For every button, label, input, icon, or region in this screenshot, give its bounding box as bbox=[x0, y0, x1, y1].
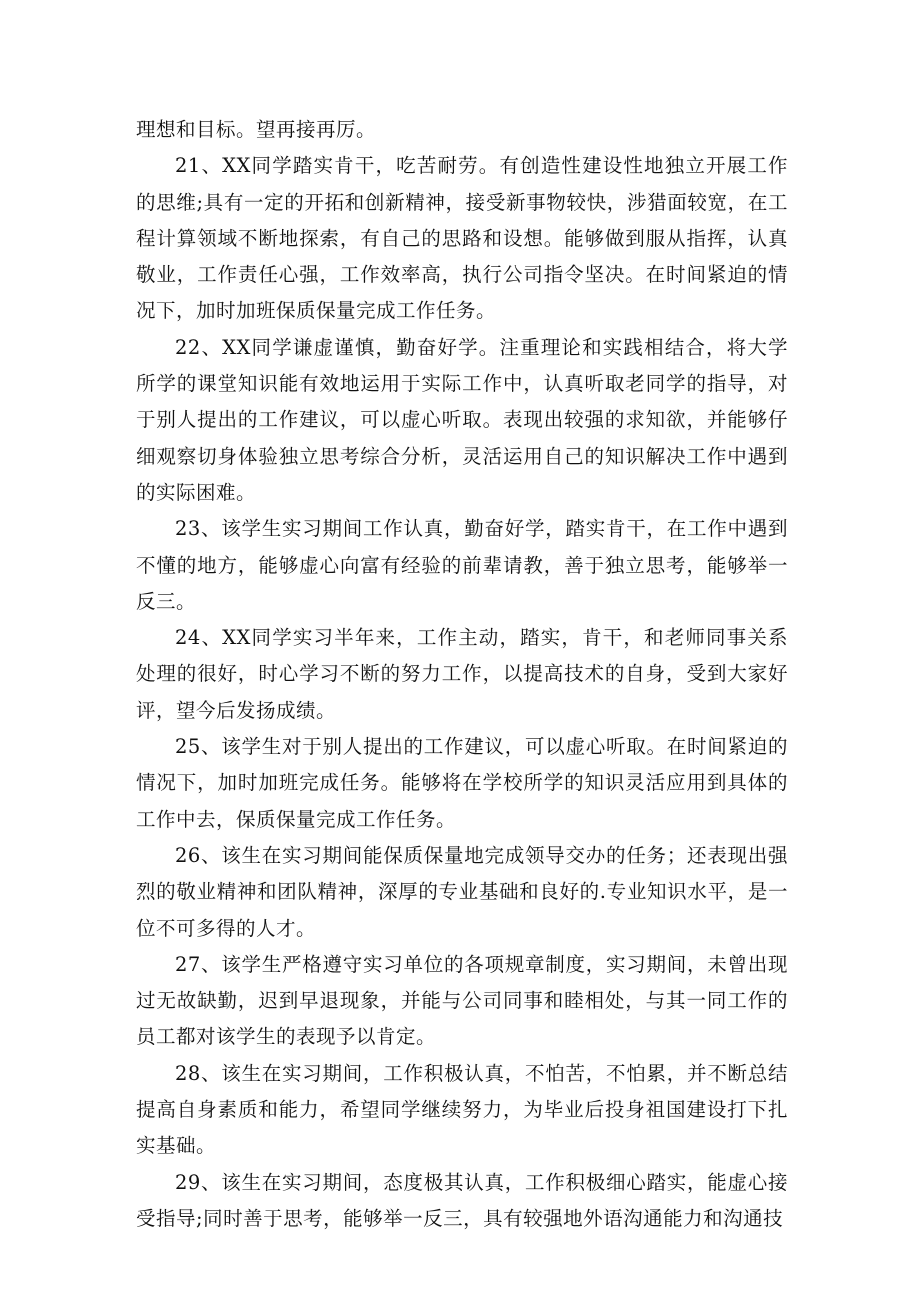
paragraph-24: 24、XX同学实习半年来，工作主动，踏实，肯干，和老师同事关系处理的很好，时心学习不断的努力工作，以提高技术的自身，受到大家好评，望今后发扬成绩。 bbox=[136, 626, 788, 722]
paragraph-27: 27、该学生严格遵守实习单位的各项规章制度，实习期间，未曾出现过无故缺勤，迟到早退现象，并能与公司同事和睦相处，与其一同工作的员工都对该学生的表现予以肯定。 bbox=[136, 952, 788, 1049]
paragraph-28: 28、该生在实习期间，工作积极认真，不怕苦，不怕累，并不断总结提高自身素质和能力，希望同学继续努力，为毕业后投身祖国建设打下扎实基础。 bbox=[136, 1061, 788, 1158]
document-body bbox=[136, 112, 788, 1237]
paragraph-26: 26、该生在实习期间能保质保量地完成领导交办的任务；还表现出强烈的敬业精神和团队精神，深厚的专业基础和良好的.专业知识水平，是一位不可多得的人才。 bbox=[136, 843, 788, 940]
paragraph-continuation: 理想和目标。望再接再厉。 bbox=[136, 118, 377, 141]
paragraph-22: 22、XX同学谦虚谨慎，勤奋好学。注重理论和实践相结合，将大学所学的课堂知识能有效地运用于实际工作中，认真听取老同学的指导，对于别人提出的工作建议，可以虚心听取。表现出较强的求知欲，并能够仔细观察切身体验独立思考综合分析，灵活运用自己的知识解决工作中遇到的实际困难。 bbox=[136, 335, 788, 504]
paragraph-21: 21、XX同学踏实肯干，吃苦耐劳。有创造性建设性地独立开展工作的思维;具有一定的开拓和创新精神，接受新事物较快，涉猎面较宽，在工程计算领域不断地探索，有自己的思路和设想。能够做到服从指挥，认真敬业，工作责任心强，工作效率高，执行公司指令坚决。在时间紧迫的情况下，加时加班保质保量完成工作任务。 bbox=[136, 154, 788, 323]
paragraph-25: 25、该学生对于别人提出的工作建议，可以虚心听取。在时间紧迫的情况下，加时加班完成任务。能够将在学校所学的知识灵活应用到具体的工作中去，保质保量完成工作任务。 bbox=[136, 735, 788, 831]
paragraph-23: 23、该学生实习期间工作认真，勤奋好学，踏实肯干，在工作中遇到不懂的地方，能够虚心向富有经验的前辈请教，善于独立思考，能够举一反三。 bbox=[136, 517, 788, 613]
paragraph-29: 29、该生在实习期间，态度极其认真，工作积极细心踏实，能虚心接受指导;同时善于思考，能够举一反三，具有较强地外语沟通能力和沟通技 bbox=[136, 1170, 788, 1230]
